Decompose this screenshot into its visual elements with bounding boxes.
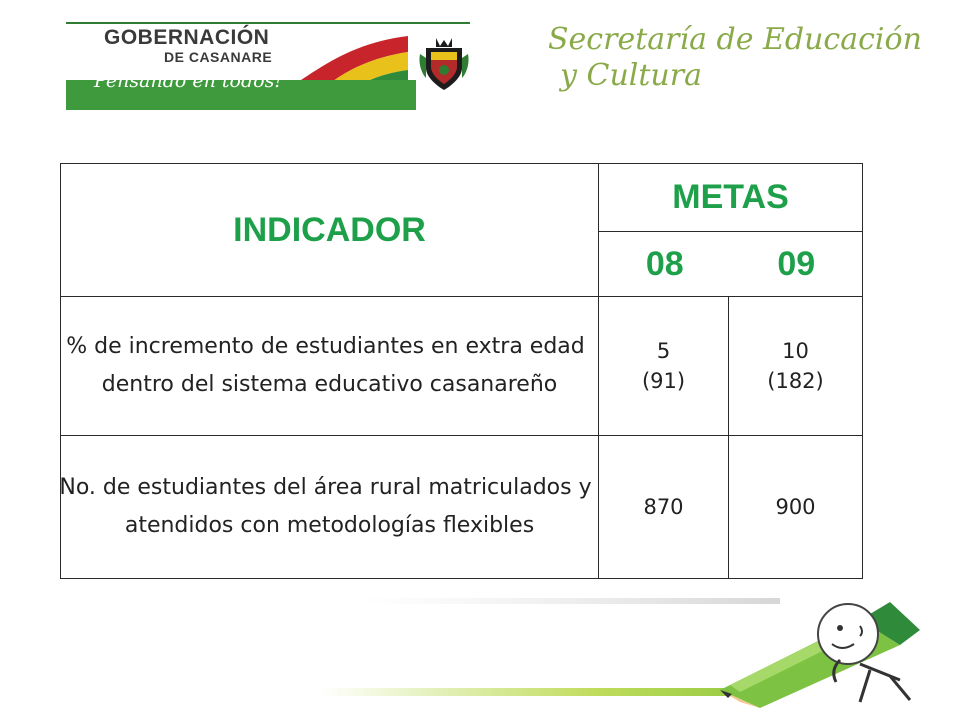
logo-top-rule [66,22,470,24]
header-year-09: 09 [777,244,816,283]
header-year-08: 08 [645,244,684,283]
table-row [61,436,863,579]
header-years [599,232,863,297]
value-09-count: (182) [767,369,824,393]
coat-of-arms-icon [416,34,472,94]
row-value-08 [599,436,729,579]
table-row [61,297,863,436]
header-metas: METAS [599,164,863,232]
secretaria-logo [548,22,922,102]
value-08: 870 [643,495,684,519]
value-09: 10 [782,339,809,363]
value-09: 900 [775,495,816,519]
row-indicador: No. de estudiantes del área rural matriculados y atendidos con metodologías flexibles [61,436,599,579]
row-value-09 [729,436,863,579]
gobernacion-logo [66,18,472,96]
row-value-09 [729,297,863,436]
secretaria-title: Secretaría de Educación [548,22,922,57]
gov-title: GOBERNACIÓN [104,26,270,49]
table-header-row [61,164,863,232]
row-indicador: % de incremento de estudiantes en extra edad dentro del sistema educativo casanareño [61,297,599,436]
gov-slogan: Pensando en todos! [94,70,282,92]
header-indicador: INDICADOR [61,164,599,297]
value-08: 5 [656,339,671,363]
pencil-mascot-illustration [300,590,940,710]
gov-subtitle: DE CASANARE [164,49,273,65]
secretaria-subtitle: y Cultura [560,58,702,93]
metas-table [60,163,863,579]
value-08-count: (91) [641,369,686,393]
row-value-08 [599,297,729,436]
